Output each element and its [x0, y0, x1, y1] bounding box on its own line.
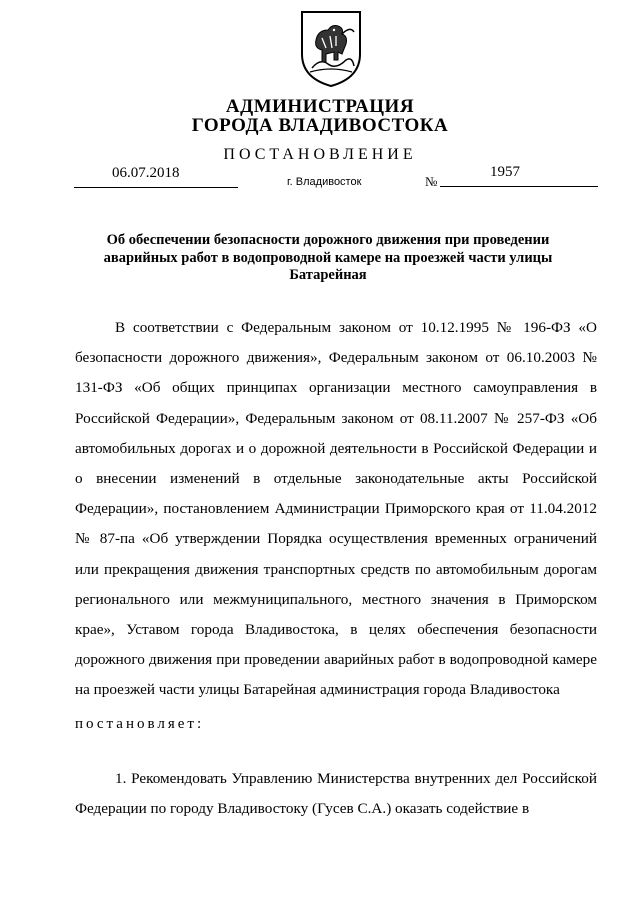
resolves-label: постановляет: [75, 716, 205, 732]
coat-of-arms-icon [298, 8, 364, 88]
document-date: 06.07.2018 [112, 165, 180, 181]
item-1-paragraph: 1. Рекомендовать Управлению Министерства внутренних дел Российской Федерации по городу Владивостоку (Гусев С.А.) оказать содействие в [75, 770, 597, 818]
org-name-line2: ГОРОДА ВЛАДИВОСТОКА [191, 115, 449, 136]
date-underline [74, 187, 238, 188]
number-underline [440, 186, 598, 187]
document-city: г. Владивосток [287, 176, 362, 188]
org-name-line1: АДМИНИСТРАЦИЯ [225, 96, 415, 117]
preamble-paragraph: В соответствии с Федеральным законом от 10.12.1995 № 196-ФЗ «О безопасности дорожного движения», Федеральным законом от 06.10.2003 № 131-ФЗ «Об общих принципах организации местного самоуправления в Российской Федерации», Федеральным законом от 08.11.2007 № 257-ФЗ «Об автомобильных дорогах и о дорожной деятельности в Российской Федерации и о внесении изменений в отдельные законодательные акты Российской Федерации», постановлением Администрации Приморского края от 11.04.2012 № 87-па «Об утверждении Порядка осуществления временных ограничений или прекращения движения транспортных средств по автомобильным дорогам регионального или межмуниципального, местного значения в Приморском крае», Уставом города Владивостока, в целях обеспечения безопасности дорожного движения при проведении аварийных работ в водопроводной камере на проезжей части улицы Батарейная администрация города Владивостока [75, 319, 597, 699]
number-sign: № [425, 174, 438, 189]
document-title: Об обеспечении безопасности дорожного движения при проведении аварийных работ в водопроводной камере на проезжей части улицы Батарейная [103, 232, 553, 283]
document-type: ПОСТАНОВЛЕНИЕ [223, 146, 417, 163]
document-number: 1957 [490, 164, 520, 180]
